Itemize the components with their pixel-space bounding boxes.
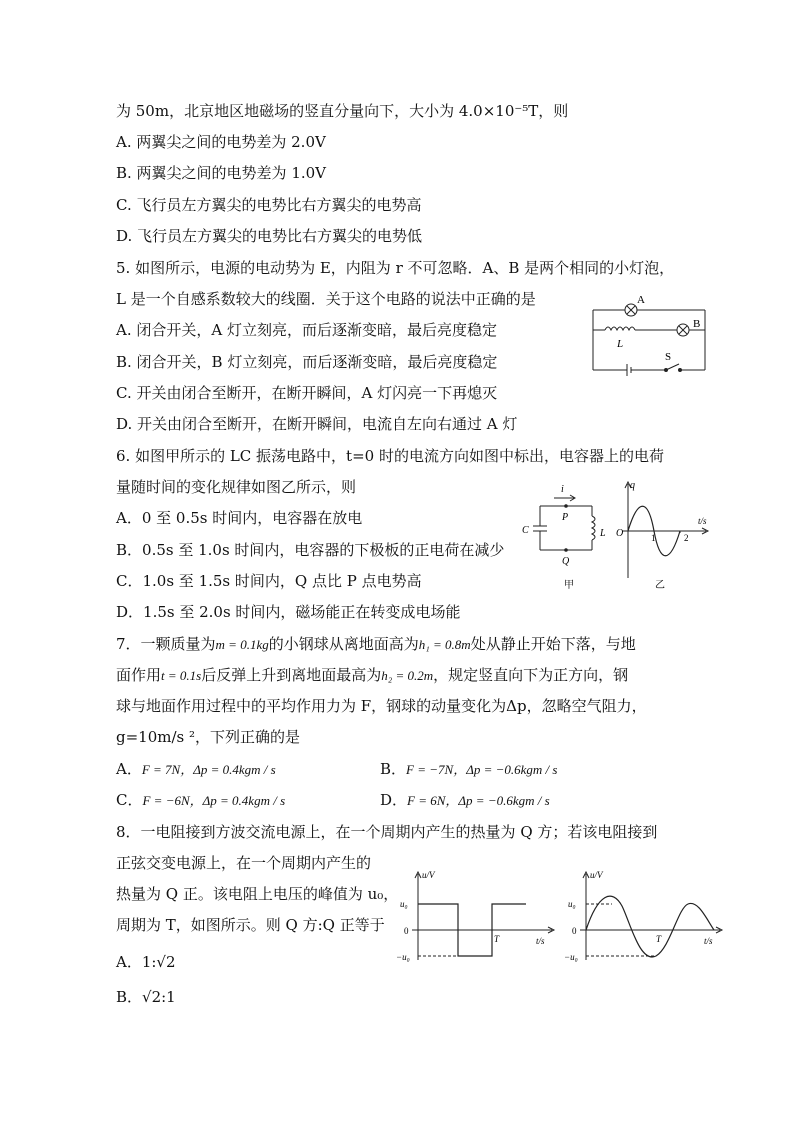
y-axis-label: u/V <box>422 870 435 880</box>
q7-option-d <box>380 790 550 811</box>
option-formula: F = 7N，Δp = 0.4kgm / s <box>141 762 276 777</box>
q4-option-d: D. 飞行员左方翼尖的电势比右方翼尖的电势低 <box>116 227 423 245</box>
q6-figure <box>520 478 712 590</box>
label-zero: 0 <box>572 926 577 936</box>
q5-option-d: D. 开关由闭合至断开，在断开瞬间，电流自左向右通过 A 灯 <box>116 415 518 433</box>
q4-option-c: C. 飞行员左方翼尖的电势比右方翼尖的电势高 <box>116 196 422 214</box>
q7-stem-line1 <box>116 634 636 655</box>
q7-text: ，规定竖直向下为正方向，钢 <box>433 666 629 684</box>
option-formula: F = −7N，Δp = −0.6kgm / s <box>406 762 558 777</box>
option-letter: D． <box>380 791 408 809</box>
q5-option-a: A. 闭合开关，A 灯立刻亮，而后逐渐变暗，最后亮度稳定 <box>116 321 497 339</box>
q4-option-a: A. 两翼尖之间的电势差为 2.0V <box>116 133 326 151</box>
x-axis-label: t/s <box>704 936 713 946</box>
q8-stem-line2: 正弦交变电源上，在一个周期内产生的 <box>116 854 372 872</box>
label-u0: u₀ <box>568 899 576 909</box>
caption-jia: 甲 <box>564 580 574 590</box>
q6-stem-line2: 量随时间的变化规律如图乙所示，则 <box>116 478 357 496</box>
q8-square-wave-figure <box>396 868 556 964</box>
label-l: L <box>617 338 624 350</box>
q7-stem-line4: g=10m/s ²，下列正确的是 <box>116 728 301 746</box>
label-t: T <box>656 934 662 944</box>
option-letter: C． <box>116 791 143 809</box>
label-a: A <box>637 294 645 306</box>
q8-option-a: A．1:√2 <box>116 953 176 971</box>
caption-yi: 乙 <box>655 580 665 590</box>
y-axis-label: u/V <box>590 870 603 880</box>
q8-option-b: B．√2:1 <box>116 988 176 1006</box>
label-u0: u₀ <box>400 899 408 909</box>
q7-mass: m = 0.1kg <box>215 637 269 652</box>
q8-stem-line4: 周期为 T，如图所示。则 Q 方:Q 正等于 <box>116 916 385 934</box>
q7-text: 面作用 <box>116 666 162 684</box>
label-i: i <box>561 484 564 495</box>
option-formula: F = 6N，Δp = −0.6kgm / s <box>407 793 550 808</box>
point-q <box>564 548 568 552</box>
q5-option-c: C. 开关由闭合至断开，在断开瞬间，A 灯闪亮一下再熄灭 <box>116 384 498 402</box>
t-axis-label: t/s <box>698 516 707 526</box>
q7-text: 处从静止开始下落，与地 <box>470 635 636 653</box>
q7-height1: h₁ = 0.8m <box>418 637 471 652</box>
option-formula: F = −6N，Δp = 0.4kgm / s <box>142 793 286 808</box>
q5-option-b: B. 闭合开关，B 灯立刻亮，而后逐渐变暗，最后亮度稳定 <box>116 353 498 371</box>
q6-stem-line1: 6. 如图甲所示的 LC 振荡电路中，t=0 时的电流方向如图中标出，电容器上的电荷 <box>116 447 664 465</box>
label-b: B <box>693 318 701 330</box>
q6-option-c: C．1.0s 至 1.5s 时间内，Q 点比 P 点电势高 <box>116 572 422 590</box>
q5-circuit-figure <box>583 292 713 378</box>
label-q-axis: q <box>630 480 635 491</box>
q5-stem-line2: L 是一个自感系数较大的线圈．关于这个电路的说法中正确的是 <box>116 290 536 308</box>
q4-option-b: B. 两翼尖之间的电势差为 1.0V <box>116 164 327 182</box>
option-letter: B． <box>380 760 407 778</box>
point-p <box>564 504 568 508</box>
q4-stem-end: 为 50m，北京地区地磁场的竖直分量向下，大小为 4.0×10⁻⁵T，则 <box>116 102 569 120</box>
q7-option-a <box>116 759 276 780</box>
label-s: S <box>665 351 672 363</box>
q7-option-c <box>116 790 285 811</box>
label-l: L <box>600 528 606 539</box>
tick-1: 1 <box>651 533 656 543</box>
option-letter: A． <box>116 760 142 778</box>
label-p: P <box>562 512 569 523</box>
inductor-icon <box>605 327 635 330</box>
label-zero: 0 <box>404 926 409 936</box>
q5-stem-line1: 5. 如图所示，电源的电动势为 E，内阻为 r 不可忽略．A、B 是两个相同的小灯泡， <box>116 259 675 277</box>
inductor-icon <box>592 516 595 540</box>
q7-time: t = 0.1s <box>161 668 202 683</box>
q7-height2: h₂ = 0.2m <box>381 668 434 683</box>
label-q-point: Q <box>562 556 570 567</box>
x-axis-label: t/s <box>536 936 545 946</box>
tick-2: 2 <box>684 533 689 543</box>
q6-option-b: B．0.5s 至 1.0s 时间内，电容器的下极板的正电荷在减少 <box>116 541 505 559</box>
label-t: T <box>494 934 500 944</box>
q7-stem-line2 <box>116 665 628 686</box>
label-c: C <box>522 525 529 536</box>
q7-text: 后反弹上升到离地面最高为 <box>201 666 382 684</box>
q7-text: 7．一颗质量为 <box>116 635 216 653</box>
q7-text: 的小钢球从离地面高为 <box>268 635 419 653</box>
q8-stem-line3: 热量为 Q 正。该电阻上电压的峰值为 u₀， <box>116 885 399 903</box>
label-origin: O <box>616 528 624 539</box>
q7-option-b <box>380 759 557 780</box>
q7-stem-line3: 球与地面作用过程中的平均作用力为 F，钢球的动量变化为Δp，忽略空气阻力， <box>116 697 647 715</box>
label-neg-u0: −u₀ <box>396 952 410 962</box>
q8-stem-line1: 8．一电阻接到方波交流电源上，在一个周期内产生的热量为 Q 方；若该电阻接到 <box>116 823 658 841</box>
q6-option-a: A．0 至 0.5s 时间内，电容器在放电 <box>116 509 363 527</box>
q6-option-d: D．1.5s 至 2.0s 时间内，磁场能正在转变成电场能 <box>116 603 461 621</box>
switch-icon <box>666 364 679 370</box>
q8-sine-wave-figure <box>564 868 724 964</box>
label-neg-u0: −u₀ <box>564 952 578 962</box>
